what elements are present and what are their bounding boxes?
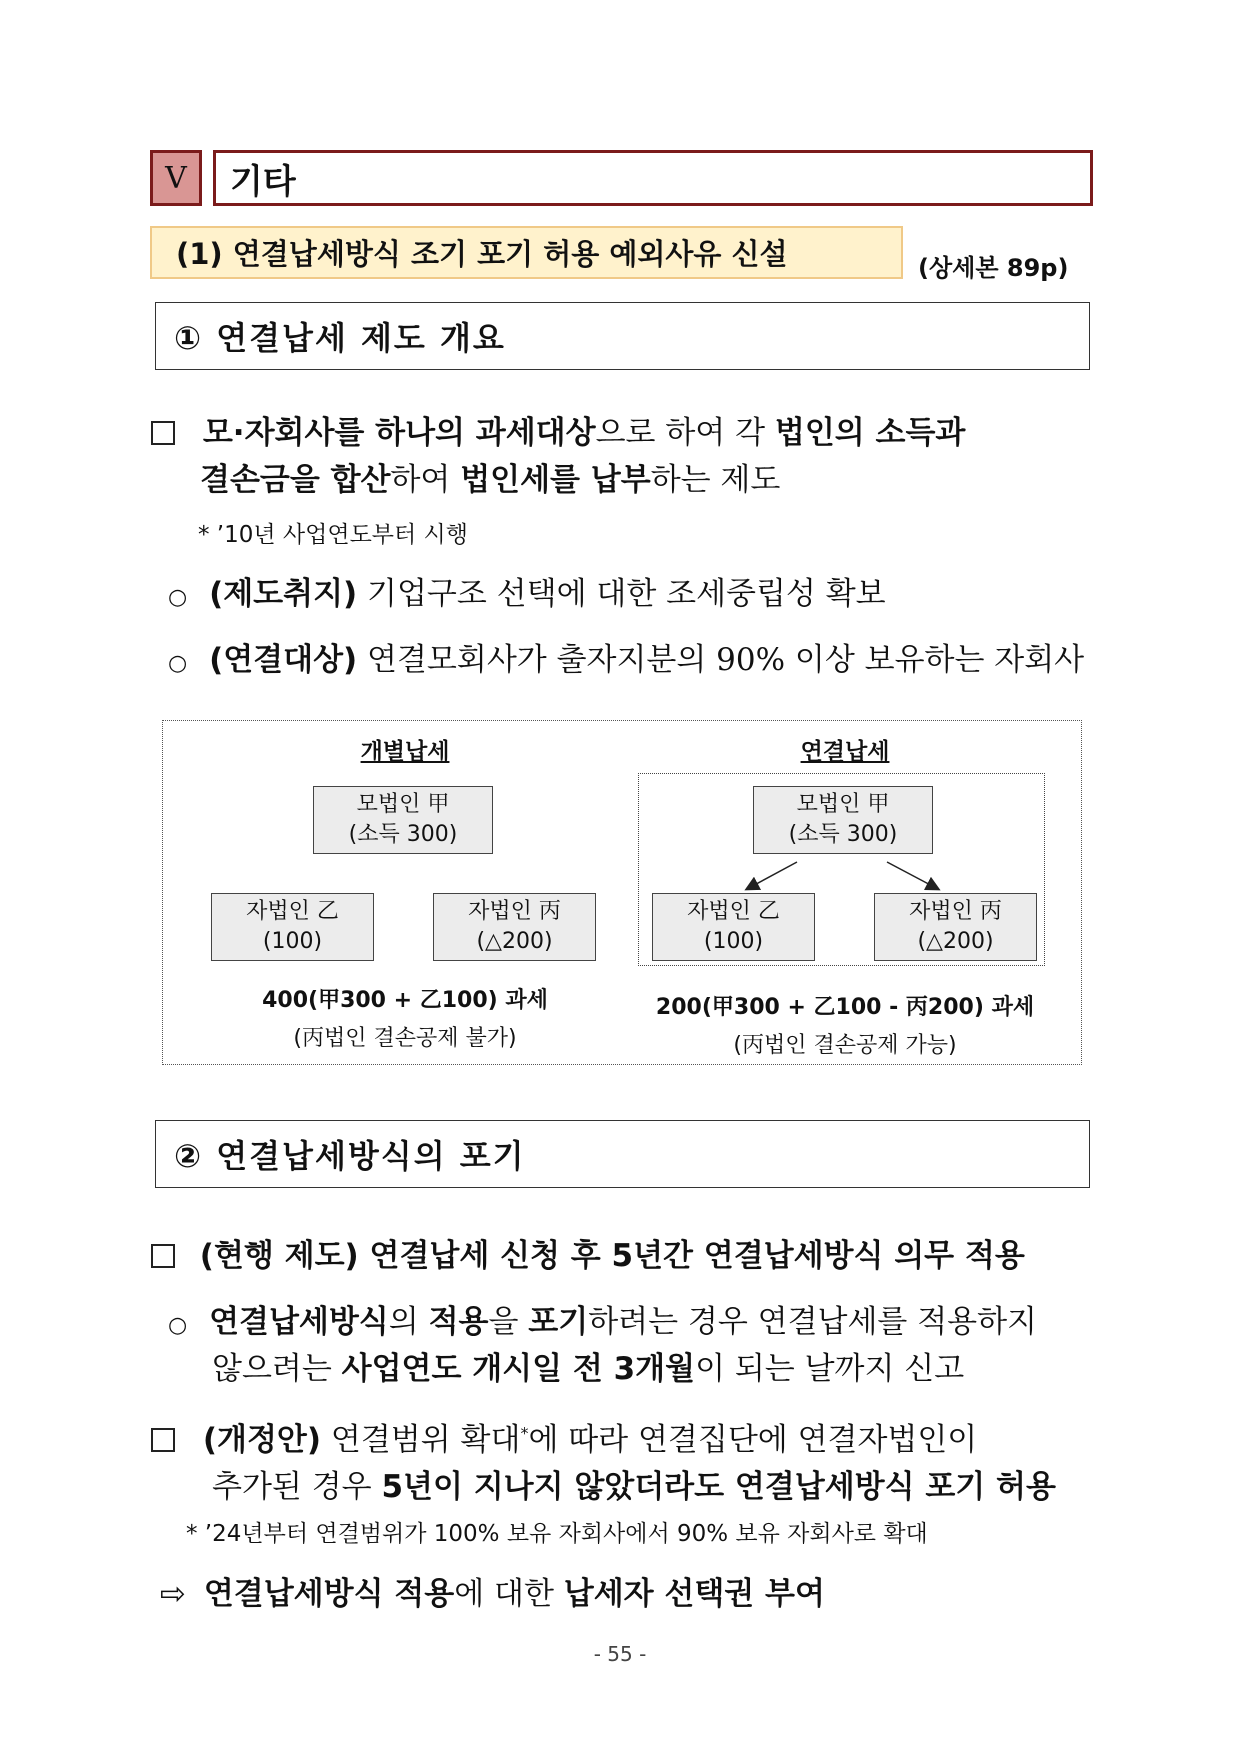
subsection-reference: (상세본 89p) (918, 254, 1069, 282)
square-bullet-icon (151, 1428, 175, 1452)
text-bold: 연결납세방식 적용 (203, 1576, 455, 1612)
box-label: 모법인 甲 (796, 792, 890, 817)
text-bold: 연결납세방식 (209, 1304, 389, 1340)
text: 에 따라 연결집단에 연결자법인이 (528, 1422, 978, 1458)
right-arrow-icon: ⇨ (160, 1576, 186, 1612)
right-result: 200(甲300 + 乙100 - 丙200) 과세 (655, 995, 1035, 1020)
text: 기업구조 선택에 대한 조세중립성 확보 (357, 576, 886, 612)
left-result: 400(甲300 + 乙100) 과세 (262, 988, 548, 1013)
section2-circle-item-line2 (212, 1343, 964, 1388)
text: 의 (388, 1304, 429, 1340)
box-value: (100) (262, 929, 323, 954)
text-bold: 납세자 선택권 부여 (563, 1576, 825, 1612)
box-value: (△200) (917, 929, 994, 954)
box-label: 자법인 丙 (468, 899, 561, 924)
right-result-note: (丙법인 결손공제 가능) (733, 1033, 957, 1058)
box-value: (소득 300) (348, 822, 458, 847)
chapter-number: Ⅴ (150, 150, 202, 206)
text-bold: (개정안) (202, 1422, 322, 1458)
text-bold: 법인의 소득과 (774, 415, 966, 451)
section2-conclusion (160, 1568, 825, 1613)
section1-title: ① 연결납세 제도 개요 (155, 302, 1090, 370)
text-bold: (제도취지) (209, 576, 358, 612)
text-bold: 5년이 지나지 않았더라도 연결납세방식 포기 허용 (381, 1469, 1056, 1505)
arrow-to-child2 (887, 862, 938, 889)
section2-paragraph1 (151, 1230, 1025, 1275)
text-bold: 적용 (428, 1304, 489, 1340)
arrow-to-child1 (747, 862, 797, 889)
section2-footnote: * ’24년부터 연결범위가 100% 보유 자회사에서 90% 보유 자회사로 확대 (186, 1521, 928, 1547)
text: 이 되는 날까지 신고 (695, 1351, 965, 1387)
subsection-title: (1) 연결납세방식 조기 포기 허용 예외사유 신설 (150, 226, 903, 279)
text: 연결모회사가 출자지분의 90% 이상 보유하는 자회사 (357, 642, 1085, 678)
diagram-right-title: 연결납세 (800, 739, 890, 765)
text: 하여 (390, 462, 461, 498)
text-bold: 포기 (528, 1304, 589, 1340)
left-result-note: (丙법인 결손공제 불가) (293, 1026, 517, 1051)
text-bold: 사업연도 개시일 전 3개월 (341, 1351, 696, 1387)
text-bold: (연결대상) (209, 642, 358, 678)
circle-bullet-icon: ○ (168, 651, 188, 676)
right-child1-box (652, 893, 815, 961)
box-value: (소득 300) (788, 822, 898, 847)
footnote-marker: * (520, 1423, 529, 1443)
text: 추가된 경우 (212, 1469, 382, 1505)
text: 에 대한 (454, 1576, 564, 1612)
text-bold: (현행 제도) 연결납세 신청 후 5년간 연결납세방식 의무 적용 (199, 1238, 1025, 1274)
section2-paragraph2-line2 (212, 1461, 1056, 1506)
section2-circle-item-line1 (168, 1296, 1037, 1341)
text: 하는 제도 (650, 462, 781, 498)
text: 하려는 경우 연결납세를 적용하지 (588, 1304, 1037, 1340)
chapter-title: 기타 (213, 150, 1093, 206)
box-value: (100) (703, 929, 764, 954)
square-bullet-icon (151, 1244, 175, 1268)
text: 을 (488, 1304, 529, 1340)
box-label: 자법인 乙 (246, 899, 339, 924)
page-number: - 55 - (593, 1642, 647, 1666)
circle-bullet-icon: ○ (168, 585, 188, 610)
circle-bullet-icon: ○ (168, 1313, 188, 1338)
box-value: (△200) (476, 929, 553, 954)
box-label: 자법인 丙 (909, 899, 1002, 924)
text-bold: 법인세를 납부 (460, 462, 651, 498)
box-label: 모법인 甲 (356, 792, 450, 817)
right-child2-box (874, 893, 1037, 961)
text: 으로 하여 각 (595, 415, 775, 451)
text: 않으려는 (212, 1351, 342, 1387)
text-bold: 결손금을 합산 (200, 462, 391, 498)
section1-footnote: * ’10년 사업연도부터 시행 (198, 522, 468, 548)
section2-title: ② 연결납세방식의 포기 (155, 1120, 1090, 1188)
text-bold: 모·자회사를 하나의 과세대상 (202, 415, 596, 451)
diagram-left-title: 개별납세 (360, 739, 450, 765)
text: 연결범위 확대 (321, 1422, 521, 1458)
section2-paragraph2-line1 (151, 1414, 977, 1459)
box-label: 자법인 乙 (687, 899, 780, 924)
